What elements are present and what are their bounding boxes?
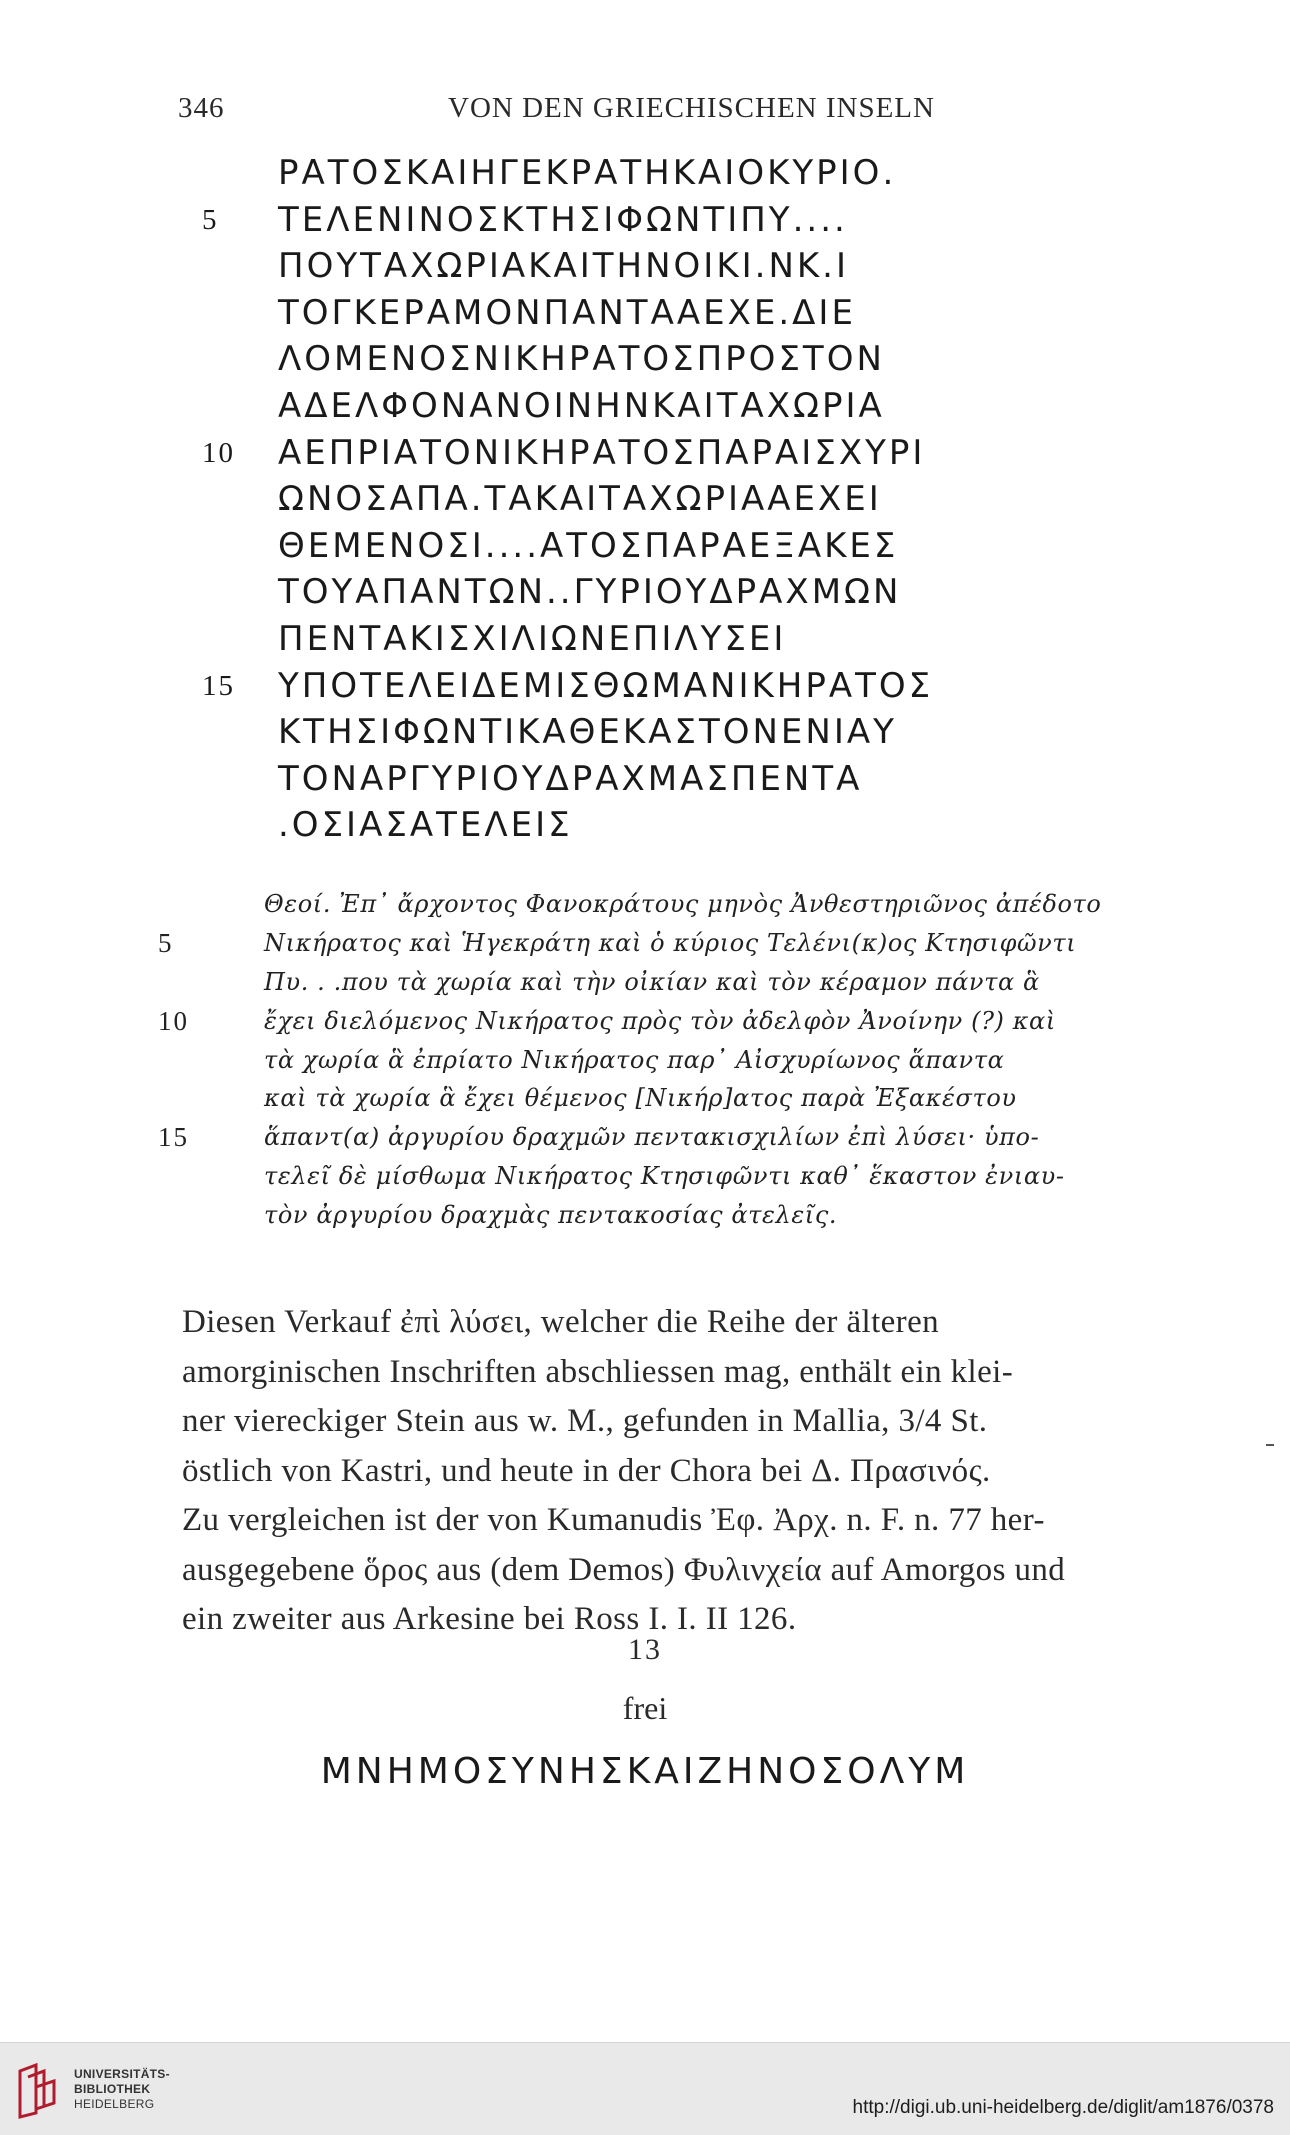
transcription-line [200,1041,1120,1080]
line-number: 15 [202,669,235,702]
line-number: 10 [202,436,235,469]
transcription-text: ἔχει διελόμενος Νικήρατος πρὸς τὸν ἀδελφὸν Ἀνοίνην (?) καὶ [264,1006,1056,1035]
inscription-line [278,802,1038,849]
library-name [74,2067,170,2112]
inscription-text: ΛΟΜΕΝΟΣΝΙΚΗΡΑΤΟΣΠΡΟΣΤΟΝ [278,339,885,380]
inscription-line [202,663,1038,710]
section-inscription: ΜΝΗΜΟΣΥΝΗΣΚΑΙΖΗΝΟΣΟΛΥΜ [320,1751,970,1792]
inscription-line [278,383,1038,430]
inscription-text: ΩΝΟΣΑΠΑ.ΤΑΚΑΙΤΑΧΩΡΙΑΑΕΧΕΙ [278,479,882,520]
line-number: 5 [202,203,219,236]
transcription-line [158,1002,1120,1041]
paragraph-line: östlich von Kastri, und heute in der Chora bei Δ. Πρασινός. [182,1452,991,1489]
transcription-text: καὶ τὰ χωρία ἃ ἔχει θέμενος [Νικήρ]ατος παρὰ Ἐξακέστου [264,1084,1017,1113]
inscription-text: ΤΟΓΚΕΡΑΜΟΝΠΑΝΤΑΑΕΧΕ.ΔΙΕ [278,292,856,333]
running-title: VON DEN GRIECHISCHEN INSELN [448,92,935,124]
majuscule-inscription [202,150,1038,849]
inscription-text: ΑΕΠΡΙΑΤΟΝΙΚΗΡΑΤΟΣΠΑΡΑΙΣΧΥΡΙ [278,432,926,473]
page-number: 346 [178,92,225,124]
inscription-text: ΡΑΤΟΣΚΑΙΗΓΕΚΡΑΤΗΚΑΙΟΚΥΡΙΟ. [278,153,897,193]
paragraph-line: Zu vergleichen ist der von Kumanudis Ἐφ. Ἀρχ. n. F. n. 77 her- [182,1502,1045,1538]
inscription-line [278,569,1038,616]
minuscule-transcription [158,885,1120,1235]
transcription-text: Πυ. . .που τὰ χωρία καὶ τὴν οἰκίαν καὶ τὸν κέραμον πάντα ἃ [264,967,1040,996]
inscription-line [278,476,1038,523]
inscription-text: ΘΕΜΕΝΟΣΙ....ΑΤΟΣΠΑΡΑΕΞΑΚΕΣ [278,525,899,566]
paragraph-line: Diesen Verkauf ἐπὶ λύσει, welcher die Reihe der älteren [182,1304,940,1340]
inscription-text: ΠΟΥΤΑΧΩΡΙΑΚΑΙΤΗΝΟΙΚΙ.ΝΚ.Ι [278,246,850,287]
paragraph-line: ein zweiter aus Arkesine bei Ross I. I. II 126. [182,1601,797,1637]
scan-mark [1266,1444,1274,1446]
inscription-line [278,756,1038,803]
transcription-text: Νικήρατος καὶ Ἡγεκράτη καὶ ὁ κύριος Τελένι(κ)ος Κτησιφῶντι [264,928,1077,957]
inscription-line [278,616,1038,663]
inscription-text: ΑΔΕΛΦΟΝΑΝΟΙΝΗΝΚΑΙΤΑΧΩΡΙΑ [278,385,885,426]
transcription-line [158,1118,1120,1157]
inscription-line [278,290,1038,337]
library-name-line: BIBLIOTHEK [74,2082,151,2096]
inscription-line [202,430,1038,477]
transcription-line [200,1157,1120,1196]
paragraph-line: amorginischen Inschriften abschliessen mag, enthält ein klei- [182,1353,1014,1390]
transcription-line [200,1196,1120,1235]
line-number: 5 [158,927,174,958]
transcription-line [200,885,1120,924]
transcription-text: τὰ χωρία ἃ ἐπρίατο Νικήρατος παρ᾽ Αἰσχυρίωνος ἅπαντα [264,1045,1005,1074]
university-library-logo-icon[interactable] [14,2063,64,2119]
inscription-line [278,709,1038,756]
permalink-url[interactable]: http://digi.ub.uni-heidelberg.de/diglit/am1876/0378 [852,2097,1274,2118]
transcription-text: ἅπαντ(α) ἀργυρίου δραχμῶν πεντακισχιλίων ἐπὶ λύσει· ὑπο- [264,1123,1040,1152]
library-city: HEIDELBERG [74,2097,155,2111]
section-subtitle: frei [622,1690,668,1726]
paragraph-line: ausgegebene ὅρος aus (dem Demos) Φυλινχεία auf Amorgos und [182,1551,1066,1588]
inscription-text: ΤΟΝΑΡΓΥΡΙΟΥΔΡΑΧΜΑΣΠΕΝΤΑ [278,758,863,799]
library-name-line: UNIVERSITÄTS- [74,2067,170,2081]
inscription-line [278,523,1038,570]
inscription-text: ΥΠΟΤΕΛΕΙΔΕΜΙΣΘΩΜΑΝΙΚΗΡΑΤΟΣ [278,665,934,706]
transcription-text: τελεῖ δὲ μίσθωμα Νικήρατος Κτησιφῶντι καθ᾽ ἕκαστον ἐνιαυ- [264,1162,1065,1191]
inscription-line [278,243,1038,290]
commentary-paragraph [182,1298,1162,1645]
inscription-text: .ΟΣΙΑΣΑΤΕΛΕΙΣ [278,805,573,846]
inscription-line [278,150,1038,197]
inscription-text: ΤΟΥΑΠΑΝΤΩΝ..ΓΥΡΙΟΥΔΡΑΧΜΩΝ [278,572,902,613]
inscription-line [278,336,1038,383]
line-number: 10 [158,1005,189,1036]
transcription-line [158,924,1120,963]
inscription-text: ΠΕΝΤΑΚΙΣΧΙΛΙΩΝΕΠΙΛΥΣΕΙ [278,618,787,659]
footer-bar [0,2042,1290,2135]
transcription-text: Θεοί. Ἐπ᾽ ἄρχοντος Φανοκράτους μηνὸς Ἀνθεστηριῶνος ἀπέδοτο [264,890,1102,918]
transcription-text: τὸν ἀργυρίου δραχμὰς πεντακοσίας ἀτελεῖς. [264,1201,838,1230]
inscription-text: ΤΕΛΕΝΙΝΟΣΚΤΗΣΙΦΩΝΤΙΠΥ.... [278,199,848,240]
transcription-line [200,963,1120,1002]
paragraph-line: ner viereckiger Stein aus w. M., gefunden in Mallia, 3/4 St. [182,1403,988,1439]
line-number: 15 [158,1122,189,1153]
transcription-line [200,1079,1120,1118]
inscription-text: ΚΤΗΣΙΦΩΝΤΙΚΑΘΕΚΑΣΤΟΝΕΝΙΑΥ [278,712,897,753]
inscription-line [202,197,1038,244]
section-number: 13 [628,1633,662,1666]
running-head [178,92,1118,132]
